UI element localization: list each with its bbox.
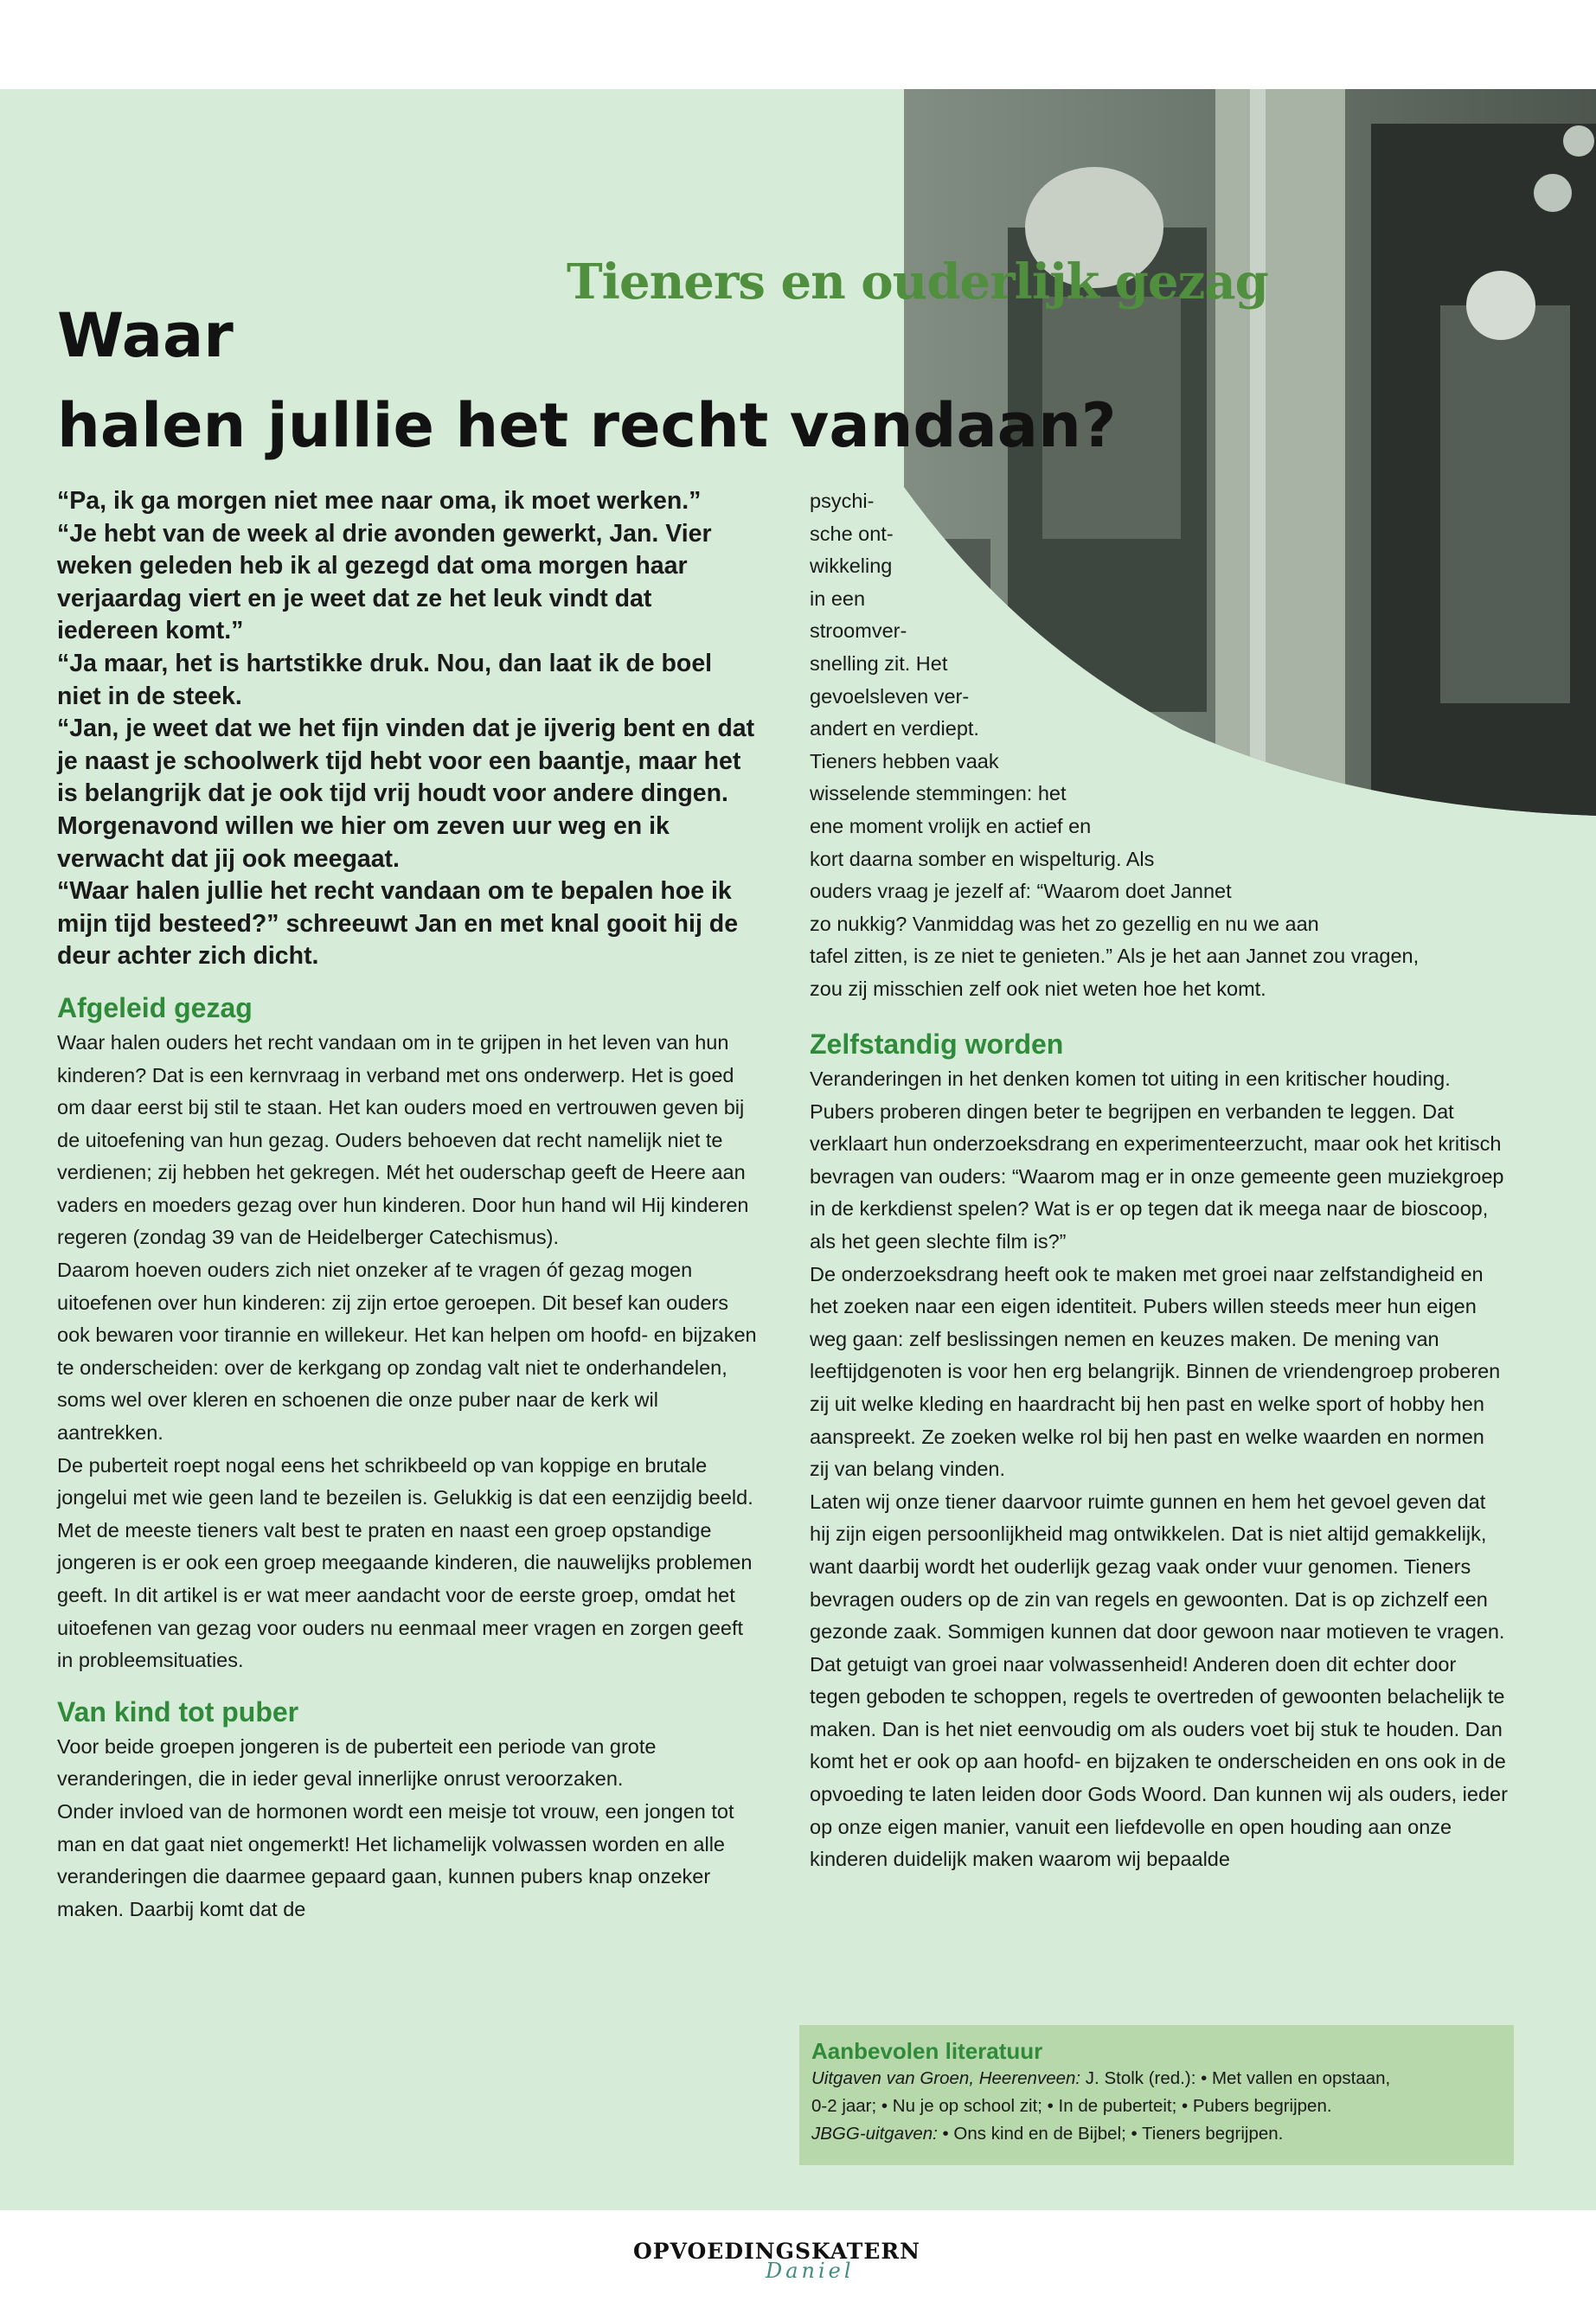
dialogue-line: “Waar halen jullie het recht vandaan om te bepalen hoe ik mijn tijd besteed?” schreeuwt Jan en met knal gooit hij de deur achter zich dicht. bbox=[57, 877, 739, 971]
footer-daniel-logo: Daniel bbox=[766, 2259, 855, 2283]
text-line: in een bbox=[810, 586, 866, 610]
heading-afgeleid-gezag: Afgeleid gezag bbox=[57, 991, 253, 1023]
text-line: ouders vraag je jezelf af: “Waarom doet Jannet bbox=[810, 880, 1232, 903]
publisher-name: Uitgaven van Groen, Heerenveen: bbox=[811, 2068, 1081, 2088]
text-line: gevoelsleven ver- bbox=[810, 684, 970, 708]
text-line: ene moment vrolijk en actief en bbox=[810, 814, 1092, 837]
dialogue-line: “Pa, ik ga morgen niet mee naar oma, ik moet werken.” bbox=[57, 487, 702, 515]
text-line: tafel zitten, is ze niet te genieten.” Als je het aan Jannet zou vragen, bbox=[810, 945, 1420, 968]
text-line: stroomver- bbox=[810, 619, 907, 643]
body-paragraph: De onderzoeksdrang heeft ook te maken met groei naar zelfstandigheid en het zoeken naar een eigen identiteit. Pubers willen steeds meer hun eigen weg gaan: zelf beslissingen nemen en keuzes maken. De mening van leeftijdgenoten is voor hen erg belangrijk. Binnen de vriendengroep proberen zij uit welke kleding en haardracht bij hen past en welke sport of hobby hen aanspreekt. Ze zoeken welke rol bij hen past en welke waarden en normen zij van belang vinden. bbox=[810, 1262, 1501, 1481]
continuation-wrapped-text bbox=[810, 485, 1419, 1006]
body-paragraph: Laten wij onze tiener daarvoor ruimte gunnen en hem het gevoel geven dat hij zijn eigen persoonlijkheid mag ontwikkelen. Dat is niet altijd gemakkelijk, want daarbij wordt het ouderlijk gezag vaak onder vuur genomen. Tieners bevragen ouders op de zin van regels en gewoonten. Dat is op zichzelf een gezonde zaak. Sommigen kunnen dat door gewoon naar motieven te vragen. Dat getuigt van groei naar volwassenheid! Anderen doen dit echter door tegen geboden te schoppen, regels te overtreden of gewoonten belachelijk te maken. Dan is het niet eenvoudig om als ouders voet bij stuk te houden. Dan komt het er ook op aan hoofd- en bijzaken te onderscheiden en ons ook in de opvoeding te laten leiden door Gods Woord. Dan kunnen wij als ouders, ieder op onze eigen manier, vanuit een liefdevolle en open houding aan onze kinderen duidelijk maken waarom wij bepaalde bbox=[810, 1490, 1508, 1871]
dialogue-line: “Jan, je weet dat we het fijn vinden dat je ijverig bent en dat je naast je schoolwerk tijd hebt voor een baantje, maar het is belangrijk dat je ook tijd vrij houdt voor andere dingen. Morgenavond willen we hier om zeven uur weg en ik verwacht dat jij ook meegaat. bbox=[57, 715, 755, 873]
text-line: snelling zit. Het bbox=[810, 651, 948, 675]
literature-line bbox=[811, 2065, 1502, 2093]
intro-dialogue bbox=[57, 485, 760, 973]
dialogue-line: “Je hebt van de week al drie avonden gewerkt, Jan. Vier weken geleden heb ik al gezegd dat oma morgen haar verjaardag viert en je weet dat ze het leuk vindt dat iedereen komt.” bbox=[57, 519, 712, 645]
magazine-page bbox=[0, 89, 1596, 2283]
dialogue-line: “Ja maar, het is hartstikke druk. Nou, dan laat ik de boel niet in de steek. bbox=[57, 649, 713, 710]
heading-zelfstandig-worden: Zelfstandig worden bbox=[810, 1029, 1064, 1060]
publisher-name: JBGG-uitgaven: bbox=[811, 2124, 938, 2144]
heading-van-kind-tot-puber: Van kind tot puber bbox=[57, 1695, 299, 1727]
text-line: andert en verdiept. bbox=[810, 717, 979, 740]
body-paragraph: Daarom hoeven ouders zich niet onzeker af te vragen óf gezag mogen uitoefenen over hun kinderen: zij zijn ertoe geroepen. Dit besef kan ouders ook bewaren voor tirannie en willekeur. Het kan helpen om hoofd- en bijzaken te onderscheiden: over de kerkgang op zondag valt niet te onderhandelen, soms wel over kleren en schoenen die onze puber naar de kerk wil aantrekken. bbox=[57, 1259, 757, 1445]
footer-katern-title: OPVOEDINGSKATERN bbox=[633, 2239, 921, 2264]
literature-line bbox=[811, 2120, 1502, 2148]
section-kicker: Tieners en ouderlijk gezag bbox=[567, 253, 1268, 311]
literature-line: 0-2 jaar; • Nu je op school zit; • In de puberteit; • Pubers begrijpen. bbox=[811, 2096, 1332, 2116]
literature-heading: Aanbevolen literatuur bbox=[811, 2038, 1043, 2064]
body-paragraph: Voor beide groepen jongeren is de puberteit een periode van grote veranderingen, die in ieder geval innerlijke onrust veroorzaken. bbox=[57, 1734, 657, 1791]
title-line-1: Waar bbox=[57, 300, 234, 371]
text-line: wikkeling bbox=[810, 554, 893, 578]
title-line-2: halen jullie het recht vandaan? bbox=[57, 390, 1117, 461]
text-line: kort daarna somber en wispelturig. Als bbox=[810, 847, 1155, 870]
right-column bbox=[810, 1025, 1509, 1876]
text-line: Tieners hebben vaak bbox=[810, 749, 999, 772]
recommended-literature-box bbox=[799, 2025, 1514, 2165]
body-paragraph: Onder invloed van de hormonen wordt een meisje tot vrouw, een jongen tot man en dat gaat niet ongemerkt! Het lichamelijk volwassen worden en alle veranderingen die daarmee gepaard gaan, kunnen pubers knap onzeker maken. Daarbij komt dat de bbox=[57, 1799, 734, 1920]
text-line: wisselende stemmingen: het bbox=[810, 782, 1067, 805]
text-line: sche ont- bbox=[810, 522, 894, 545]
literature-items: • Ons kind en de Bijbel; • Tieners begrijpen. bbox=[937, 2124, 1284, 2144]
body-paragraph: De puberteit roept nogal eens het schrikbeeld op van koppige en brutale jongelui met wie geen land te bezeilen is. Gelukkig is dat een eenzijdig beeld. Met de meeste tieners valt best te praten en naast een groep opstandige jongeren is er ook een groep meegaande kinderen, die nauwelijks problemen geeft. In dit artikel is er wat meer aandacht voor de eerste groep, omdat het uitoefenen van gezag voor ouders nu eenmaal meer vragen en zorgen geeft in probleemsituaties. bbox=[57, 1453, 753, 1672]
article-title bbox=[57, 291, 1116, 471]
body-paragraph: Veranderingen in het denken komen tot uiting in een kritischer houding. Pubers proberen dingen beter te begrijpen en verbanden te leggen. Dat verklaart hun onderzoeksdrang en experimenteerzucht, maar ook het kritisch bevragen van ouders: “Waarom mag er in onze gemeente geen muziekgroep in de kerkdienst spelen? Wat is er op tegen dat ik meega naar de bioscoop, als het geen slechte film is?” bbox=[810, 1067, 1504, 1253]
text-line: zou zij misschien zelf ook niet weten hoe het komt. bbox=[810, 977, 1266, 1000]
left-column bbox=[57, 485, 760, 1926]
text-line: psychi- bbox=[810, 490, 875, 512]
body-paragraph: Waar halen ouders het recht vandaan om in te grijpen in het leven van hun kinderen? Dat is een kernvraag in verband met ons onderwerp. Het is goed om daar eerst bij stil te staan. Het kan ouders moed en vertrouwen geven bij de uitoefening van hun gezag. Ouders behoeven dat recht namelijk niet te verdienen; zij hebben het gekregen. Mét het ouderschap geeft de Heere aan vaders en moeders gezag over hun kinderen. Door hun hand wil Hij kinderen regeren (zondag 39 van de Heidelberger Catechismus). bbox=[57, 1030, 749, 1249]
text-line: zo nukkig? Vanmiddag was het zo gezellig en nu we aan bbox=[810, 912, 1319, 935]
literature-items: J. Stolk (red.): • Met vallen en opstaan, bbox=[1080, 2068, 1391, 2088]
